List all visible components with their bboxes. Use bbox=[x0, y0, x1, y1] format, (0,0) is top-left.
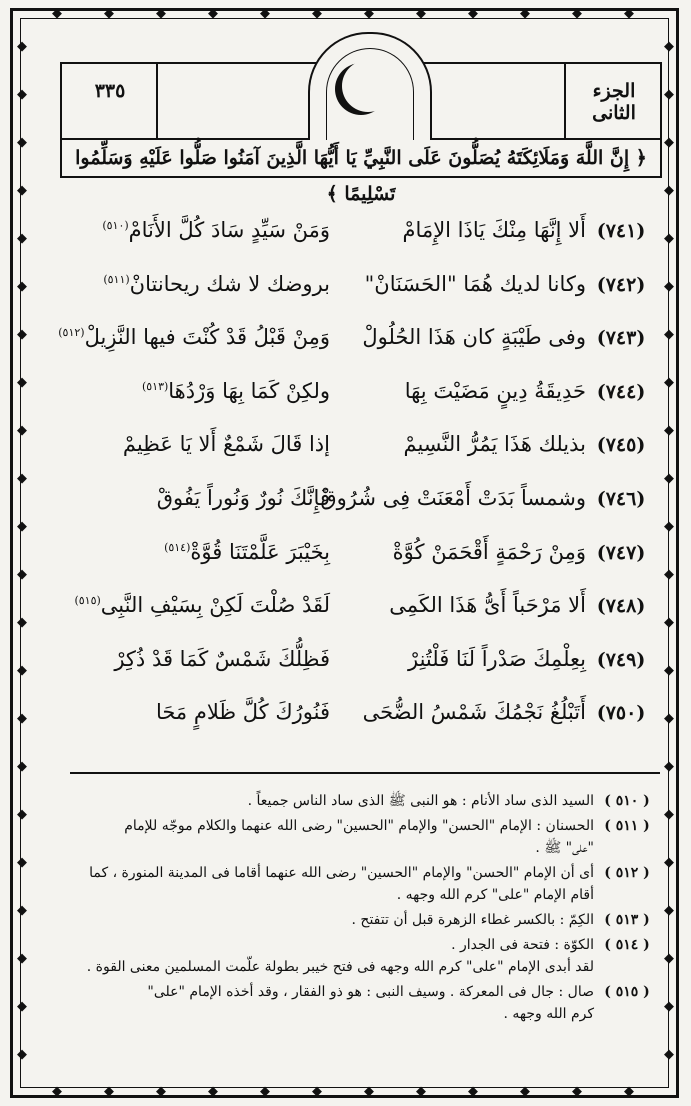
footnote-marker: (٥١١) bbox=[103, 272, 130, 286]
second-hemistich bbox=[80, 218, 330, 242]
diamond-ornament-icon: ◆ bbox=[104, 6, 114, 21]
footnote-marker: (٥١٥) bbox=[74, 594, 101, 608]
diamond-ornament-icon: ◆ bbox=[664, 375, 674, 390]
first-hemistich: بذيلك هَذَا يَمُرُّ النَّسِيمْ bbox=[403, 432, 586, 457]
diamond-ornament-icon: ◆ bbox=[416, 6, 426, 21]
part-label: الجزء الثانى bbox=[592, 80, 636, 124]
second-hemistich bbox=[74, 593, 330, 618]
first-hemistich: أَتَبْلُغُ نَجْمُكَ شَمْسُ الضُّحَى bbox=[362, 700, 586, 725]
footnote-separator bbox=[70, 772, 660, 774]
footnote-text: لقد أبدى الإمام "على" كرم الله وجهه فى فتح خيبر بطولة علّمت المسلمين معنى القوة . bbox=[86, 959, 594, 975]
diamond-ornament-icon: ◆ bbox=[364, 1084, 374, 1099]
diamond-ornament-icon: ◆ bbox=[664, 183, 674, 198]
line-number: (٧٤٨) bbox=[596, 595, 646, 618]
diamond-ornament-icon: ◆ bbox=[312, 1084, 322, 1099]
diamond-ornament-icon: ◆ bbox=[312, 6, 322, 21]
poem-line bbox=[40, 323, 660, 363]
diamond-ornament-icon: ◆ bbox=[17, 759, 27, 774]
diamond-ornament-icon: ◆ bbox=[260, 1084, 270, 1099]
footnote-text: صال : جال فى المعركة . وسيف النبى : هو ذو الفقار ، وقد أخذه الإمام "على" bbox=[147, 984, 594, 1000]
first-hemistich: وفى طَيْبَةٍ كان هَذَا الحُلُولْ bbox=[362, 325, 586, 350]
diamond-ornament-icon: ◆ bbox=[17, 999, 27, 1014]
poem-line bbox=[40, 270, 660, 310]
first-hemistich: وكانا لديك هُمَا "الحَسَنَانْ" bbox=[364, 271, 586, 296]
diamond-ornament-icon: ◆ bbox=[664, 999, 674, 1014]
line-number: (٧٤١) bbox=[596, 220, 646, 242]
second-hemistich-text: ولكِنْ كَمَا بِهَا وَرْدُهَا bbox=[168, 378, 330, 403]
diamond-ornament-icon: ◆ bbox=[520, 6, 530, 21]
diamond-ornament-icon: ◆ bbox=[17, 903, 27, 918]
diamond-ornament-icon: ◆ bbox=[664, 759, 674, 774]
diamond-ornament-icon: ◆ bbox=[468, 1084, 478, 1099]
diamond-ornament-icon: ◆ bbox=[17, 711, 27, 726]
poem-line bbox=[40, 430, 660, 470]
footnote bbox=[60, 862, 660, 906]
diamond-ornament-icon: ◆ bbox=[468, 6, 478, 21]
second-hemistich bbox=[80, 540, 330, 564]
footnote-text: الكِمّ : بالكسر غطاء الزهرة قبل أن تتفتح . bbox=[351, 912, 594, 928]
poem-line bbox=[40, 645, 660, 685]
line-number: (٧٤٧) bbox=[596, 541, 646, 564]
diamond-ornament-icon: ◆ bbox=[664, 231, 674, 246]
second-hemistich-text: بِخَيْبَرَ عَلَّمْتَنَا قُوَّةْ bbox=[190, 539, 330, 564]
header-divider bbox=[564, 64, 566, 138]
second-hemistich-text: وَمَنْ سَيِّدٍ سَادَ كُلَّ الأَنَامْ bbox=[128, 218, 330, 242]
diamond-ornament-icon: ◆ bbox=[664, 39, 674, 54]
line-number: (٧٥٠) bbox=[596, 702, 646, 725]
first-hemistich: بِعِلْمِكَ صَدْراً لَنَا فَلْتُنِرْ bbox=[407, 646, 586, 671]
diamond-ornament-icon: ◆ bbox=[17, 471, 27, 486]
footnote-text: الحسنان : الإمام "الحسن" والإمام "الحسين" رضى الله عنهما والكلام موجّه للإمام bbox=[124, 818, 594, 834]
second-hemistich bbox=[58, 325, 330, 350]
diamond-ornament-icon: ◆ bbox=[664, 903, 674, 918]
line-number: (٧٤٤) bbox=[596, 380, 646, 403]
second-hemistich bbox=[80, 272, 330, 296]
diamond-ornament-icon: ◆ bbox=[664, 615, 674, 630]
footnote-number: ( ٥١٠ ) bbox=[604, 793, 650, 809]
footnote-text: أى أن الإمام "الحسن" والإمام "الحسين" رضى الله عنهما أقاما فى المدينة المنورة ، كما bbox=[89, 865, 594, 881]
diamond-ornament-icon: ◆ bbox=[17, 807, 27, 822]
poem-line bbox=[40, 377, 660, 417]
diamond-ornament-icon: ◆ bbox=[17, 39, 27, 54]
diamond-ornament-icon: ◆ bbox=[104, 1084, 114, 1099]
diamond-ornament-icon: ◆ bbox=[17, 951, 27, 966]
quran-verse-banner: ﴿ إِنَّ اللَّهَ وَمَلَائِكَتَهُ يُصَلُّونَ عَلَى النَّبِيِّ يَا أَيُّهَا الَّذِينَ آمَنُوا صَلُّوا عَلَيْهِ وَسَلِّمُوا تَسْلِيمًا ﴾ bbox=[60, 140, 662, 178]
footnote-marker: (٥١٢) bbox=[58, 326, 85, 340]
second-hemistich-text: فَظِلُّكَ شَمْسٌ كَمَا قَدْ ذُكِرْ bbox=[114, 646, 330, 671]
diamond-ornament-icon: ◆ bbox=[664, 135, 674, 150]
diamond-ornament-icon: ◆ bbox=[664, 807, 674, 822]
second-hemistich-text: فَإِنَّكَ نُورٌ وَنُوراً يَفُوقْ bbox=[156, 486, 330, 510]
footnote bbox=[60, 934, 660, 978]
diamond-ornament-icon: ◆ bbox=[664, 471, 674, 486]
diamond-ornament-icon: ◆ bbox=[17, 615, 27, 630]
diamond-ornament-icon: ◆ bbox=[17, 375, 27, 390]
second-hemistich-text: بروضك لا شك ريحانتانْ bbox=[129, 271, 330, 296]
poem-line bbox=[40, 216, 660, 256]
diamond-ornament-icon: ◆ bbox=[17, 327, 27, 342]
footnote-text: السيد الذى ساد الأنام : هو النبى ﷺ الذى ساد الناس جميعاً . bbox=[247, 793, 594, 809]
footnote-text: أقام الإمام "على" كرم الله وجهه . bbox=[396, 887, 594, 903]
diamond-ornament-icon: ◆ bbox=[664, 423, 674, 438]
footnote-number: ( ٥١٥ ) bbox=[604, 984, 650, 1000]
footnote-text: كرم الله وجهه . bbox=[503, 1006, 594, 1022]
diamond-ornament-icon: ◆ bbox=[17, 135, 27, 150]
poem-line bbox=[40, 591, 660, 631]
diamond-ornament-icon: ◆ bbox=[624, 6, 634, 21]
footnote-number: ( ٥١١ ) bbox=[604, 818, 650, 834]
poem-line bbox=[40, 484, 660, 524]
diamond-ornament-icon: ◆ bbox=[17, 231, 27, 246]
second-hemistich bbox=[80, 379, 330, 403]
diamond-ornament-icon: ◆ bbox=[664, 519, 674, 534]
diamond-ornament-icon: ◆ bbox=[572, 1084, 582, 1099]
diamond-ornament-icon: ◆ bbox=[260, 6, 270, 21]
diamond-ornament-icon: ◆ bbox=[17, 183, 27, 198]
footnote-marker: (٥١٣) bbox=[141, 379, 169, 393]
footnote bbox=[60, 815, 660, 859]
poem-line bbox=[40, 538, 660, 578]
diamond-ornament-icon: ◆ bbox=[520, 1084, 530, 1099]
second-hemistich bbox=[80, 700, 330, 724]
first-hemistich: وَمِنْ رَحْمَةٍ أَقْحَمَنْ كُوَّةْ bbox=[392, 539, 586, 564]
diamond-ornament-icon: ◆ bbox=[208, 6, 218, 21]
first-hemistich: حَدِيقَةُ دِينٍ مَضَيْتَ بِهَا bbox=[404, 378, 586, 403]
second-hemistich-text: وَمِنْ قَبْلُ قَدْ كُنْتَ فيها النَّزِيلْ bbox=[84, 325, 330, 350]
diamond-ornament-icon: ◆ bbox=[17, 663, 27, 678]
diamond-ornament-icon: ◆ bbox=[17, 279, 27, 294]
diamond-ornament-icon: ◆ bbox=[572, 6, 582, 21]
diamond-ornament-icon: ◆ bbox=[52, 1084, 62, 1099]
diamond-ornament-icon: ◆ bbox=[17, 855, 27, 870]
first-hemistich: وشمساً بَدَتْ أَمْعَنَتْ فِى شُرُوقْ bbox=[320, 486, 586, 510]
line-number: (٧٤٥) bbox=[596, 434, 646, 457]
poem-line bbox=[40, 698, 660, 738]
diamond-ornament-icon: ◆ bbox=[664, 663, 674, 678]
first-hemistich: أَلا مَرْحَباً أَىُّ هَذَا الكَمِى bbox=[389, 593, 586, 618]
diamond-ornament-icon: ◆ bbox=[17, 423, 27, 438]
diamond-ornament-icon: ◆ bbox=[364, 6, 374, 21]
footnote-marker: (٥١٤) bbox=[164, 540, 191, 554]
diamond-ornament-icon: ◆ bbox=[17, 519, 27, 534]
diamond-ornament-icon: ◆ bbox=[664, 1047, 674, 1062]
diamond-ornament-icon: ◆ bbox=[664, 279, 674, 294]
footnote-number: ( ٥١٢ ) bbox=[604, 865, 650, 881]
second-hemistich-text: فَنُورُكَ كُلَّ ظَلامٍ مَحَا bbox=[155, 700, 330, 725]
second-hemistich bbox=[80, 486, 330, 510]
line-number: (٧٤٢) bbox=[596, 273, 646, 296]
diamond-ornament-icon: ◆ bbox=[664, 855, 674, 870]
footnote-marker: (٥١٠) bbox=[102, 219, 129, 232]
footnote bbox=[60, 981, 660, 1025]
diamond-ornament-icon: ◆ bbox=[664, 711, 674, 726]
footnote-text: الكوّة : فتحة فى الجدار . bbox=[451, 937, 594, 953]
diamond-ornament-icon: ◆ bbox=[208, 1084, 218, 1099]
line-number: (٧٤٦) bbox=[596, 488, 646, 510]
second-hemistich-text: إذا قَالَ شَمْعٌ أَلا يَا عَظِيمْ bbox=[122, 432, 330, 457]
diamond-ornament-icon: ◆ bbox=[664, 327, 674, 342]
second-hemistich bbox=[80, 432, 330, 456]
diamond-ornament-icon: ◆ bbox=[17, 87, 27, 102]
second-hemistich bbox=[80, 647, 330, 671]
footnote-number: ( ٥١٤ ) bbox=[604, 937, 650, 953]
footnote-text: "على" ﷺ . bbox=[535, 840, 594, 856]
footnote bbox=[60, 790, 660, 812]
diamond-ornament-icon: ◆ bbox=[52, 6, 62, 21]
diamond-ornament-icon: ◆ bbox=[416, 1084, 426, 1099]
crescent-icon bbox=[342, 60, 394, 112]
footnote bbox=[60, 909, 660, 931]
diamond-ornament-icon: ◆ bbox=[17, 1047, 27, 1062]
diamond-ornament-icon: ◆ bbox=[664, 951, 674, 966]
diamond-ornament-icon: ◆ bbox=[664, 567, 674, 582]
diamond-ornament-icon: ◆ bbox=[156, 1084, 166, 1099]
header-divider bbox=[156, 64, 158, 138]
diamond-ornament-icon: ◆ bbox=[156, 6, 166, 21]
line-number: (٧٤٩) bbox=[596, 648, 646, 671]
footnote-number: ( ٥١٣ ) bbox=[604, 912, 650, 928]
second-hemistich-text: لَقَدْ صُلْتَ لَكِنْ بِسَيْفِ النَّبِى bbox=[100, 593, 330, 618]
first-hemistich: أَلا إِنَّهَا مِنْكَ يَاذَا الإِمَامْ bbox=[402, 218, 586, 242]
diamond-ornament-icon: ◆ bbox=[664, 87, 674, 102]
line-number: (٧٤٣) bbox=[596, 327, 646, 350]
diamond-ornament-icon: ◆ bbox=[17, 567, 27, 582]
diamond-ornament-icon: ◆ bbox=[624, 1084, 634, 1099]
page-number: ٣٣٥ bbox=[94, 80, 126, 102]
